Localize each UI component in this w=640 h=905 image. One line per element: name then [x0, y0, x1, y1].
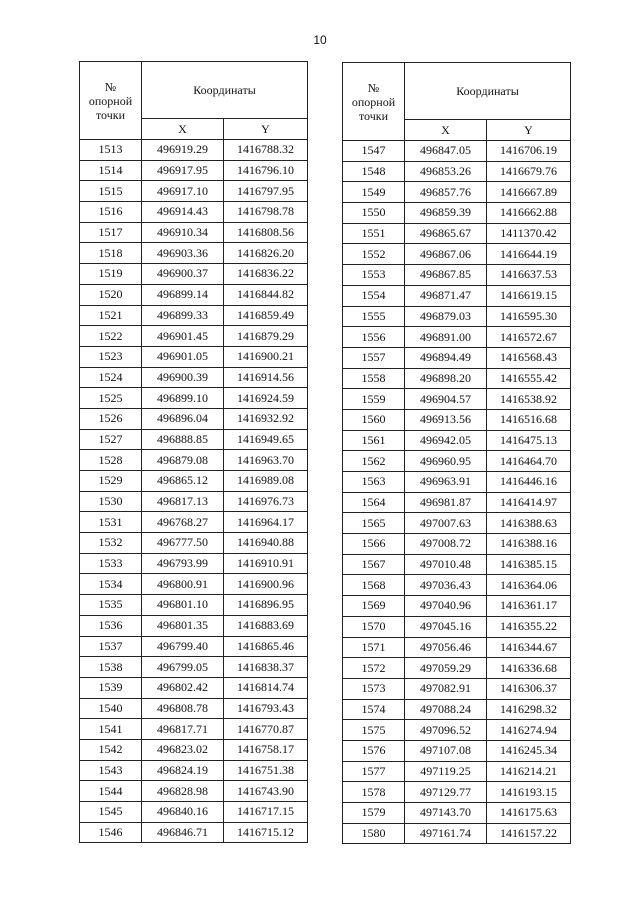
- table-row: [343, 389, 571, 410]
- point-number-cell: 1520: [80, 284, 142, 305]
- y-column-header: Y: [224, 119, 308, 140]
- point-number-cell: 1562: [343, 451, 405, 472]
- x-coordinate-cell: 496793.99: [142, 553, 224, 574]
- table-row: [80, 408, 308, 429]
- y-coordinate-cell: 1416464.70: [487, 451, 571, 472]
- table-row: [80, 264, 308, 285]
- table-row: [80, 160, 308, 181]
- x-coordinate-cell: 496879.03: [405, 306, 487, 327]
- table-row: [343, 761, 571, 782]
- table-row: [343, 658, 571, 679]
- table-row: [343, 347, 571, 368]
- point-number-cell: 1540: [80, 698, 142, 719]
- table-row: [343, 823, 571, 844]
- y-coordinate-cell: 1416193.15: [487, 782, 571, 803]
- table-row: [80, 677, 308, 698]
- point-number-cell: 1557: [343, 347, 405, 368]
- y-coordinate-cell: 1416751.38: [224, 760, 308, 781]
- point-number-cell: 1523: [80, 346, 142, 367]
- table-row: [343, 451, 571, 472]
- point-number-cell: 1526: [80, 408, 142, 429]
- table-row: [343, 637, 571, 658]
- table-row: [80, 553, 308, 574]
- x-coordinate-cell: 497059.29: [405, 658, 487, 679]
- point-number-cell: 1546: [80, 822, 142, 843]
- x-coordinate-cell: 497143.70: [405, 803, 487, 824]
- coordinates-table-left: [79, 61, 308, 843]
- x-coordinate-cell: 496942.05: [405, 430, 487, 451]
- y-coordinate-cell: 1416826.20: [224, 243, 308, 264]
- y-coordinate-cell: 1416555.42: [487, 368, 571, 389]
- y-coordinate-cell: 1416572.67: [487, 327, 571, 348]
- table-row: [80, 533, 308, 554]
- table-row: [343, 285, 571, 306]
- x-coordinate-cell: 497096.52: [405, 720, 487, 741]
- point-number-cell: 1524: [80, 367, 142, 388]
- x-coordinate-cell: 496768.27: [142, 512, 224, 533]
- y-coordinate-cell: 1416667.89: [487, 182, 571, 203]
- point-number-cell: 1529: [80, 471, 142, 492]
- table-row: [343, 182, 571, 203]
- x-coordinate-cell: 496777.50: [142, 533, 224, 554]
- point-number-cell: 1541: [80, 719, 142, 740]
- y-coordinate-cell: 1416743.90: [224, 781, 308, 802]
- x-coordinate-cell: 496817.13: [142, 491, 224, 512]
- x-coordinate-cell: 497082.91: [405, 678, 487, 699]
- table-row: [343, 223, 571, 244]
- point-number-cell: 1518: [80, 243, 142, 264]
- point-number-cell: 1545: [80, 802, 142, 823]
- point-number-cell: 1573: [343, 678, 405, 699]
- table-row: [80, 739, 308, 760]
- table-row: [343, 740, 571, 761]
- point-number-cell: 1568: [343, 575, 405, 596]
- x-coordinate-cell: 496900.37: [142, 264, 224, 285]
- x-coordinate-cell: 496894.49: [405, 347, 487, 368]
- point-number-cell: 1544: [80, 781, 142, 802]
- y-coordinate-cell: 1416361.17: [487, 596, 571, 617]
- table-row: [80, 781, 308, 802]
- point-number-cell: 1519: [80, 264, 142, 285]
- point-number-cell: 1565: [343, 513, 405, 534]
- point-number-cell: 1563: [343, 472, 405, 493]
- y-coordinate-cell: 1416344.67: [487, 637, 571, 658]
- point-number-cell: 1551: [343, 223, 405, 244]
- y-coordinate-cell: 1416619.15: [487, 285, 571, 306]
- y-coordinate-cell: 1416798.78: [224, 202, 308, 223]
- y-coordinate-cell: 1416388.63: [487, 513, 571, 534]
- y-coordinate-cell: 1416175.63: [487, 803, 571, 824]
- point-number-cell: 1534: [80, 574, 142, 595]
- x-coordinate-cell: 496800.91: [142, 574, 224, 595]
- table-row: [80, 574, 308, 595]
- header-num-line3: точки: [95, 107, 126, 122]
- x-coordinate-cell: 496840.16: [142, 802, 224, 823]
- point-number-cell: 1517: [80, 222, 142, 243]
- y-coordinate-cell: 1416364.06: [487, 575, 571, 596]
- y-coordinate-cell: 1416637.53: [487, 265, 571, 286]
- point-number-cell: 1556: [343, 327, 405, 348]
- point-number-cell: 1533: [80, 553, 142, 574]
- y-coordinate-cell: 1416516.68: [487, 409, 571, 430]
- y-coordinate-cell: 1416924.59: [224, 388, 308, 409]
- x-coordinate-cell: 496857.76: [405, 182, 487, 203]
- point-number-cell: 1530: [80, 491, 142, 512]
- y-coordinate-cell: 1416595.30: [487, 306, 571, 327]
- x-coordinate-cell: 496900.39: [142, 367, 224, 388]
- x-coordinate-cell: 496865.67: [405, 223, 487, 244]
- point-number-cell: 1535: [80, 595, 142, 616]
- y-coordinate-cell: 1416914.56: [224, 367, 308, 388]
- table-row: [343, 678, 571, 699]
- point-number-cell: 1576: [343, 740, 405, 761]
- point-number-cell: 1552: [343, 244, 405, 265]
- y-coordinate-cell: 1416793.43: [224, 698, 308, 719]
- point-number-cell: 1527: [80, 429, 142, 450]
- y-coordinate-cell: 1416797.95: [224, 181, 308, 202]
- x-coordinate-cell: 496808.78: [142, 698, 224, 719]
- x-coordinate-cell: 497088.24: [405, 699, 487, 720]
- table-row: [343, 472, 571, 493]
- y-coordinate-cell: 1411370.42: [487, 223, 571, 244]
- x-column-header: X: [142, 119, 224, 140]
- x-coordinate-cell: 496888.85: [142, 429, 224, 450]
- y-coordinate-cell: 1416910.91: [224, 553, 308, 574]
- y-column-header: Y: [487, 120, 571, 141]
- table-row: [80, 450, 308, 471]
- x-coordinate-cell: 496817.71: [142, 719, 224, 740]
- x-coordinate-cell: 497036.43: [405, 575, 487, 596]
- y-coordinate-cell: 1416844.82: [224, 284, 308, 305]
- table-row: [80, 181, 308, 202]
- table-row: [343, 492, 571, 513]
- x-coordinate-cell: 496904.57: [405, 389, 487, 410]
- y-coordinate-cell: 1416964.17: [224, 512, 308, 533]
- point-number-cell: 1579: [343, 803, 405, 824]
- y-coordinate-cell: 1416879.29: [224, 326, 308, 347]
- point-number-cell: 1553: [343, 265, 405, 286]
- x-coordinate-cell: 497008.72: [405, 534, 487, 555]
- table-row: [80, 326, 308, 347]
- table-row: [343, 720, 571, 741]
- y-coordinate-cell: 1416298.32: [487, 699, 571, 720]
- table-row: [80, 346, 308, 367]
- x-coordinate-cell: 496879.08: [142, 450, 224, 471]
- table-row: [80, 802, 308, 823]
- x-coordinate-cell: 496899.14: [142, 284, 224, 305]
- y-coordinate-cell: 1416568.43: [487, 347, 571, 368]
- point-number-cell: 1575: [343, 720, 405, 741]
- x-coordinate-cell: 496981.87: [405, 492, 487, 513]
- x-coordinate-cell: 496891.00: [405, 327, 487, 348]
- x-coordinate-cell: 497010.48: [405, 554, 487, 575]
- y-coordinate-cell: 1416414.97: [487, 492, 571, 513]
- x-coordinate-cell: 496799.40: [142, 636, 224, 657]
- y-coordinate-cell: 1416796.10: [224, 160, 308, 181]
- y-coordinate-cell: 1416865.46: [224, 636, 308, 657]
- header-num-line2: опорной: [351, 94, 396, 109]
- x-coordinate-cell: 496898.20: [405, 368, 487, 389]
- table-row: [80, 595, 308, 616]
- x-coordinate-cell: 497161.74: [405, 823, 487, 844]
- x-coordinate-cell: 496867.85: [405, 265, 487, 286]
- table-row: [80, 636, 308, 657]
- page-number: 10: [313, 33, 327, 47]
- point-number-cell: 1537: [80, 636, 142, 657]
- x-column-header: X: [405, 120, 487, 141]
- table-row: [343, 203, 571, 224]
- table-row: [343, 575, 571, 596]
- y-coordinate-cell: 1416859.49: [224, 305, 308, 326]
- table-row: [80, 760, 308, 781]
- header-num-sign: №: [367, 80, 380, 95]
- y-coordinate-cell: 1416274.94: [487, 720, 571, 741]
- point-number-cell: 1571: [343, 637, 405, 658]
- coordinates-table-right: [342, 62, 571, 844]
- x-coordinate-cell: 496824.19: [142, 760, 224, 781]
- table-row: [80, 512, 308, 533]
- y-coordinate-cell: 1416717.15: [224, 802, 308, 823]
- point-number-cell: 1560: [343, 409, 405, 430]
- y-coordinate-cell: 1416157.22: [487, 823, 571, 844]
- x-coordinate-cell: 496871.47: [405, 285, 487, 306]
- x-coordinate-cell: 496828.98: [142, 781, 224, 802]
- x-coordinate-cell: 496919.29: [142, 140, 224, 161]
- point-number-cell: 1554: [343, 285, 405, 306]
- y-coordinate-cell: 1416644.19: [487, 244, 571, 265]
- x-coordinate-cell: 496899.10: [142, 388, 224, 409]
- y-coordinate-cell: 1416814.74: [224, 677, 308, 698]
- point-number-cell: 1564: [343, 492, 405, 513]
- y-coordinate-cell: 1416306.37: [487, 678, 571, 699]
- table-row: [343, 244, 571, 265]
- x-coordinate-cell: 496914.43: [142, 202, 224, 223]
- coordinates-header: Координаты: [142, 62, 308, 119]
- table-row: [343, 368, 571, 389]
- y-coordinate-cell: 1416475.13: [487, 430, 571, 451]
- header-num-line2: опорной: [88, 93, 133, 108]
- y-coordinate-cell: 1416900.96: [224, 574, 308, 595]
- x-coordinate-cell: 496802.42: [142, 677, 224, 698]
- y-coordinate-cell: 1416336.68: [487, 658, 571, 679]
- table-row: [343, 430, 571, 451]
- table-row: [343, 534, 571, 555]
- x-coordinate-cell: 496853.26: [405, 161, 487, 182]
- x-coordinate-cell: 496963.91: [405, 472, 487, 493]
- table-row: [80, 284, 308, 305]
- point-number-cell: 1515: [80, 181, 142, 202]
- table-row: [80, 698, 308, 719]
- x-coordinate-cell: 496917.10: [142, 181, 224, 202]
- table-row: [343, 616, 571, 637]
- header-num-sign: №: [104, 79, 117, 94]
- coordinates-header: Координаты: [405, 63, 571, 120]
- table-row: [343, 141, 571, 162]
- table-row: [343, 803, 571, 824]
- point-number-cell: 1574: [343, 699, 405, 720]
- point-number-cell: 1550: [343, 203, 405, 224]
- x-coordinate-cell: 497007.63: [405, 513, 487, 534]
- table-row: [80, 471, 308, 492]
- x-coordinate-cell: 496896.04: [142, 408, 224, 429]
- table-row: [80, 202, 308, 223]
- point-number-cell: 1580: [343, 823, 405, 844]
- x-coordinate-cell: 496899.33: [142, 305, 224, 326]
- point-number-cell: 1539: [80, 677, 142, 698]
- point-number-cell: 1516: [80, 202, 142, 223]
- x-coordinate-cell: 496901.05: [142, 346, 224, 367]
- x-coordinate-cell: 496960.95: [405, 451, 487, 472]
- point-number-cell: 1559: [343, 389, 405, 410]
- y-coordinate-cell: 1416245.34: [487, 740, 571, 761]
- point-number-cell: 1536: [80, 615, 142, 636]
- table-row: [80, 305, 308, 326]
- y-coordinate-cell: 1416900.21: [224, 346, 308, 367]
- point-number-cell: 1528: [80, 450, 142, 471]
- table-row: [343, 265, 571, 286]
- point-number-cell: 1572: [343, 658, 405, 679]
- x-coordinate-cell: 496859.39: [405, 203, 487, 224]
- point-number-cell: 1521: [80, 305, 142, 326]
- point-number-cell: 1547: [343, 141, 405, 162]
- y-coordinate-cell: 1416963.70: [224, 450, 308, 471]
- table-row: [343, 409, 571, 430]
- y-coordinate-cell: 1416940.88: [224, 533, 308, 554]
- table-row: [80, 140, 308, 161]
- y-coordinate-cell: 1416758.17: [224, 739, 308, 760]
- y-coordinate-cell: 1416679.76: [487, 161, 571, 182]
- point-number-cell: 1522: [80, 326, 142, 347]
- y-coordinate-cell: 1416446.16: [487, 472, 571, 493]
- point-number-cell: 1543: [80, 760, 142, 781]
- point-number-cell: 1569: [343, 596, 405, 617]
- x-coordinate-cell: 496903.36: [142, 243, 224, 264]
- x-coordinate-cell: 496901.45: [142, 326, 224, 347]
- y-coordinate-cell: 1416706.19: [487, 141, 571, 162]
- header-num-line3: точки: [358, 108, 389, 123]
- y-coordinate-cell: 1416932.92: [224, 408, 308, 429]
- point-number-cell: 1531: [80, 512, 142, 533]
- y-coordinate-cell: 1416538.92: [487, 389, 571, 410]
- point-number-cell: 1567: [343, 554, 405, 575]
- table-row: [343, 327, 571, 348]
- x-coordinate-cell: 496847.05: [405, 141, 487, 162]
- table-row: [343, 161, 571, 182]
- table-row: [343, 554, 571, 575]
- y-coordinate-cell: 1416214.21: [487, 761, 571, 782]
- table-row: [343, 782, 571, 803]
- y-coordinate-cell: 1416385.15: [487, 554, 571, 575]
- x-coordinate-cell: 496910.34: [142, 222, 224, 243]
- point-number-cell: 1532: [80, 533, 142, 554]
- x-coordinate-cell: 496867.06: [405, 244, 487, 265]
- point-number-cell: 1514: [80, 160, 142, 181]
- table-row: [80, 222, 308, 243]
- table-row: [80, 491, 308, 512]
- point-number-cell: 1558: [343, 368, 405, 389]
- point-number-cell: 1549: [343, 182, 405, 203]
- x-coordinate-cell: 497045.16: [405, 616, 487, 637]
- y-coordinate-cell: 1416770.87: [224, 719, 308, 740]
- point-number-cell: 1578: [343, 782, 405, 803]
- x-coordinate-cell: 496917.95: [142, 160, 224, 181]
- x-coordinate-cell: 497056.46: [405, 637, 487, 658]
- x-coordinate-cell: 496799.05: [142, 657, 224, 678]
- table-row: [80, 367, 308, 388]
- y-coordinate-cell: 1416838.37: [224, 657, 308, 678]
- y-coordinate-cell: 1416976.73: [224, 491, 308, 512]
- x-coordinate-cell: 496801.10: [142, 595, 224, 616]
- x-coordinate-cell: 497129.77: [405, 782, 487, 803]
- point-number-cell: 1525: [80, 388, 142, 409]
- y-coordinate-cell: 1416896.95: [224, 595, 308, 616]
- x-coordinate-cell: 496913.56: [405, 409, 487, 430]
- x-coordinate-cell: 496846.71: [142, 822, 224, 843]
- table-row: [80, 615, 308, 636]
- point-number-cell: 1561: [343, 430, 405, 451]
- y-coordinate-cell: 1416788.32: [224, 140, 308, 161]
- table-row: [343, 306, 571, 327]
- table-row: [80, 657, 308, 678]
- y-coordinate-cell: 1416883.69: [224, 615, 308, 636]
- y-coordinate-cell: 1416662.88: [487, 203, 571, 224]
- point-number-cell: 1566: [343, 534, 405, 555]
- point-number-cell: 1570: [343, 616, 405, 637]
- x-coordinate-cell: 496823.02: [142, 739, 224, 760]
- table-row: [80, 243, 308, 264]
- y-coordinate-cell: 1416989.08: [224, 471, 308, 492]
- y-coordinate-cell: 1416388.16: [487, 534, 571, 555]
- x-coordinate-cell: 497040.96: [405, 596, 487, 617]
- table-row: [343, 699, 571, 720]
- x-coordinate-cell: 496801.35: [142, 615, 224, 636]
- y-coordinate-cell: 1416808.56: [224, 222, 308, 243]
- table-row: [80, 429, 308, 450]
- table-row: [80, 822, 308, 843]
- point-number-cell: 1548: [343, 161, 405, 182]
- y-coordinate-cell: 1416355.22: [487, 616, 571, 637]
- y-coordinate-cell: 1416836.22: [224, 264, 308, 285]
- point-number-cell: 1513: [80, 140, 142, 161]
- table-row: [343, 596, 571, 617]
- point-number-header: [80, 62, 142, 140]
- x-coordinate-cell: 496865.12: [142, 471, 224, 492]
- table-row: [80, 719, 308, 740]
- x-coordinate-cell: 497119.25: [405, 761, 487, 782]
- point-number-cell: 1555: [343, 306, 405, 327]
- point-number-header: [343, 63, 405, 141]
- x-coordinate-cell: 497107.08: [405, 740, 487, 761]
- y-coordinate-cell: 1416715.12: [224, 822, 308, 843]
- table-row: [343, 513, 571, 534]
- point-number-cell: 1538: [80, 657, 142, 678]
- y-coordinate-cell: 1416949.65: [224, 429, 308, 450]
- point-number-cell: 1542: [80, 739, 142, 760]
- table-row: [80, 388, 308, 409]
- point-number-cell: 1577: [343, 761, 405, 782]
